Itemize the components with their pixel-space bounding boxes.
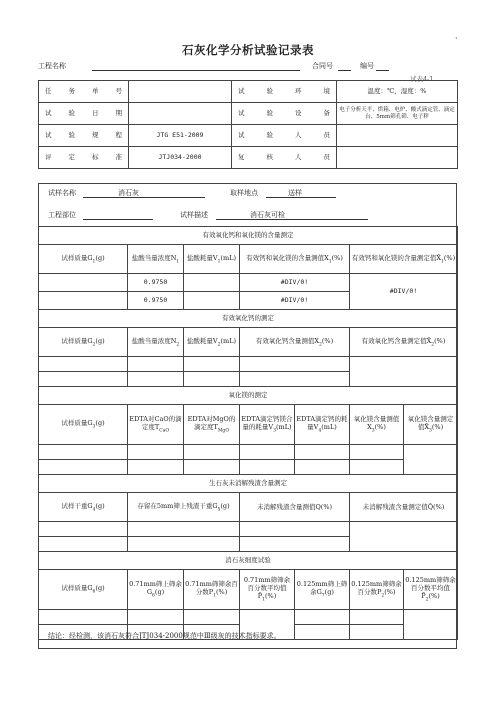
sample-name-line (83, 197, 205, 198)
sec1-mean: #DIV/0! (350, 274, 458, 310)
part-label: 工程部位 (48, 211, 76, 219)
table-cell[interactable] (184, 357, 240, 372)
sec4-h3: 未消解残渣含量测值Q(%) (240, 493, 350, 522)
info-table (38, 80, 458, 169)
sec4-h2: 存留在5mm筛上残渣干重$G_5(g)$ (128, 493, 240, 522)
sec3-h1: 试样质量$G_3(g)$ (39, 405, 128, 445)
table-cell[interactable] (184, 460, 240, 475)
env-label: 试 验 环 境 (232, 81, 337, 103)
equip-label: 试 验 设 备 (232, 103, 337, 125)
table-cell[interactable] (240, 445, 295, 460)
sample-name-label: 试样名称 (48, 189, 76, 197)
sec1-h5: 有效钙和氧化镁的含量测定值$X̄_1(\%)$ (350, 245, 458, 274)
table-cell[interactable] (350, 625, 404, 640)
sec5-title: 消石灰细度试验 (39, 552, 458, 570)
table-cell[interactable] (128, 460, 184, 475)
table-cell: #DIV/0! (240, 292, 350, 310)
spec-value[interactable]: JTG E51-2009 (129, 125, 232, 147)
table-cell[interactable] (128, 357, 184, 372)
number-label: 编号 (360, 62, 374, 70)
sec3-h7: 氧化镁含量测定值$X̄_3(\%)$ (404, 405, 458, 445)
table-cell[interactable] (404, 445, 458, 475)
table-cell[interactable] (39, 357, 128, 372)
table-cell[interactable] (184, 445, 240, 460)
sec2-h1: 试样质量$G_2(g)$ (39, 328, 128, 357)
corner-dot: · (455, 34, 458, 43)
table-cell[interactable] (128, 372, 184, 387)
reviewer-value[interactable] (337, 147, 458, 169)
table-cell[interactable] (350, 445, 404, 460)
sec4-h1: 试样干重$G_4(g)$ (39, 493, 128, 522)
sec2-h2: 盐酸当量浓度$N_2$ (128, 328, 184, 357)
sec1-h2: 盐酸当量浓度$N_1$ (128, 245, 184, 274)
table-cell[interactable] (295, 610, 350, 625)
table-cell[interactable]: 0.9750 (128, 274, 184, 292)
sec2-h4: 有效氧化钙含量测值$X_2(\%)$ (240, 328, 350, 357)
sec5-h5: 0.125mm筛上筛余$G_7(g)$ (295, 570, 350, 610)
sec5-h6: 0.125mm筛筛余百分数$P_2(\%)$ (350, 570, 404, 610)
sec5-h1: 试样质量$G_6(g)$ (39, 570, 128, 610)
project-name-field[interactable] (92, 70, 300, 71)
sec3-h5: EDTA滴定钙的耗量$V_4(mL)$ (295, 405, 350, 445)
sec1-h4: 有效钙和氧化镁的含量测值$X_1(\%)$ (240, 245, 350, 274)
sample-location-label: 取样地点 (230, 189, 258, 197)
table-cell[interactable] (39, 445, 128, 460)
sample-name-value[interactable]: 消石灰 (118, 189, 139, 197)
table-cell[interactable] (39, 537, 128, 552)
task-label: 任 务 单 号 (39, 81, 129, 103)
sec5-h7: 0.125mm筛筛余百分数平均值$P̄_2(\%)$ (404, 570, 458, 610)
std-label: 评 定 标 准 (39, 147, 129, 169)
desc-value[interactable]: 消石灰可检 (250, 211, 285, 219)
table-cell[interactable] (350, 460, 404, 475)
desc-line (216, 219, 368, 220)
table-cell[interactable] (240, 357, 350, 372)
sec1-h1: 试样质量$G_1(g)$ (39, 245, 128, 274)
tester-value[interactable] (337, 125, 458, 147)
sec5-h2: 0.71mm筛上筛余$G_6(g)$ (128, 570, 184, 610)
contract-field[interactable] (338, 70, 351, 71)
part-line[interactable] (83, 219, 153, 220)
sec1-title: 有效氧化钙和氧化镁的含量测定 (39, 227, 458, 245)
sec3-h6: 氧化镁含量测值$X_3(\%)$ (350, 405, 404, 445)
table-cell[interactable] (128, 445, 184, 460)
table-cell[interactable] (240, 537, 350, 552)
table-cell[interactable] (184, 292, 240, 310)
test-table (38, 226, 458, 640)
table-cell[interactable] (39, 522, 128, 537)
sec3-title: 氧化镁的测定 (39, 387, 458, 405)
table-cell[interactable] (128, 537, 240, 552)
sec2-h3: 盐酸耗量$V_2(mL)$ (184, 328, 240, 357)
sec2-h5: 有效氧化钙含量测定值$X̄_2(\%)$ (350, 328, 458, 357)
desc-label: 试样描述 (180, 211, 208, 219)
contract-label: 合同号 (312, 62, 333, 70)
table-cell[interactable] (184, 610, 240, 625)
sec2-title: 有效氧化钙的测定 (39, 310, 458, 328)
table-cell[interactable] (350, 357, 458, 387)
table-cell[interactable] (39, 460, 128, 475)
conclusion-text: 结论：经检测，该消石灰符合JTJ034-2000规范中Ⅲ级灰的技术指标要求。 (48, 632, 281, 640)
table-cell[interactable] (350, 522, 458, 552)
table-cell[interactable] (240, 522, 350, 537)
table-cell[interactable] (39, 372, 128, 387)
page-title: 石灰化学分析试验记录表 (182, 43, 314, 57)
form-number: 试表4-1 (410, 75, 434, 83)
table-cell[interactable] (240, 460, 295, 475)
reviewer-label: 复 核 人 员 (232, 147, 337, 169)
env-value[interactable]: 温度：℃，湿度：% (337, 81, 458, 103)
spec-label: 试 验 规 程 (39, 125, 129, 147)
number-field[interactable] (376, 70, 389, 71)
table-cell[interactable] (295, 625, 350, 640)
table-cell[interactable] (404, 610, 458, 640)
sec3-h3: EDTA对MgO的滴定度$T_{MgO}$ (184, 405, 240, 445)
table-cell[interactable] (295, 460, 350, 475)
tester-label: 试 验 人 员 (232, 125, 337, 147)
sec5-h4: 0.71mm筛筛余百分数平均值$P̄_1(\%)$ (240, 570, 295, 610)
table-cell[interactable] (295, 445, 350, 460)
table-cell[interactable] (128, 610, 184, 625)
std-value[interactable]: JTJ034-2000 (129, 147, 232, 169)
table-cell: #DIV/0! (240, 274, 350, 292)
project-name-label: 工程名称 (38, 62, 66, 70)
sec3-h2: EDTA对CaO的滴定度$T_{CaO}$ (128, 405, 184, 445)
table-cell[interactable] (128, 522, 240, 537)
sec1-h3: 盐酸耗量$V_1(mL)$ (184, 245, 240, 274)
task-value[interactable] (129, 81, 232, 103)
table-cell[interactable] (39, 610, 128, 625)
equip-value[interactable]: 电子分析天平、烘箱、电炉、酸式滴定管、滴定台、5mm筛孔筛、电子秤 (337, 103, 458, 125)
sec3-h4: EDTA滴定钙镁合量的耗量$V_3(mL)$ (240, 405, 295, 445)
table-cell[interactable] (39, 292, 128, 310)
table-cell[interactable] (350, 610, 404, 625)
table-cell[interactable] (240, 372, 350, 387)
sec4-title: 生石灰未消解残渣含量测定 (39, 475, 458, 493)
sec4-h4: 未消解残渣含量测定值Q̄(%) (350, 493, 458, 522)
date-label: 试 验 日 期 (39, 103, 129, 125)
date-value[interactable] (129, 103, 232, 125)
table-cell[interactable] (39, 274, 128, 292)
table-cell[interactable] (184, 372, 240, 387)
table-cell[interactable] (184, 274, 240, 292)
sec5-h3: 0.71mm筛筛余百分数$P_1(\%)$ (184, 570, 240, 610)
sample-location-value[interactable]: 送样 (288, 189, 302, 197)
table-cell[interactable]: 0.9750 (128, 292, 184, 310)
